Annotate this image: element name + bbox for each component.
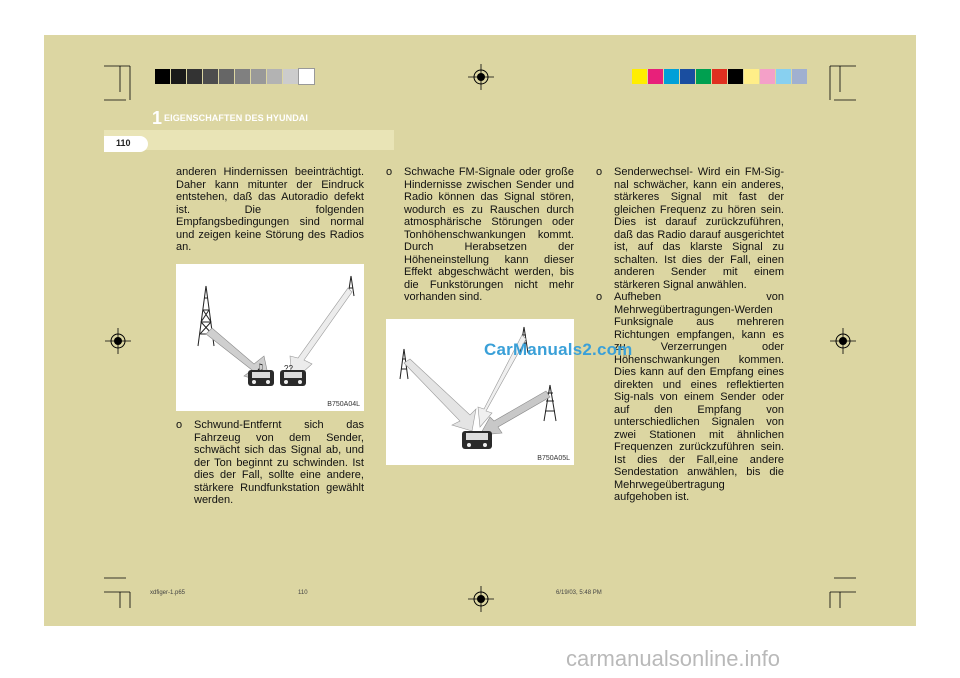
- header-band: [104, 130, 394, 150]
- color-swatch: [251, 69, 266, 84]
- color-swatch: [680, 69, 695, 84]
- color-swatch: [203, 69, 218, 84]
- intro-paragraph: anderen Hindernissen beeinträchtigt. Daher kann mitunter der Eindruck entstehen, daß das Autoradio defekt ist. Die folgenden Empfangsbedingungen sind normal und zeigen keine Störung des Radios an.: [176, 166, 364, 253]
- bullet-mark: o: [176, 419, 183, 431]
- color-swatch: [664, 69, 679, 84]
- color-swatch: [299, 69, 314, 84]
- bullet-text-station-change: Senderwechsel- Wird ein FM-Sig-nal schwächer, kann ein anderes, stärkeres Signal mit fast der gleichen Frequenz zu hören sein. Dies ist darauf zurückzuführen, daß das Radio darauf ausgerichtet ist, auf das klarste Signal zu schalten. Ist dies der Fall, einen anderen Sender mit einem stärkeren Signal anwählen.: [614, 166, 784, 291]
- bullet-text-multipath: Aufheben von Mehrwegübertragungen-Werden Funksignale aus mehreren Richtungen empfangen, kann es zu Verzerrungen oder Höhenschwankungen kommen. Dies kann auf den Empfang eines direkten und eines reflektierten Sig-nals von einem Sender oder auf den Empfang von unterschiedlichen Signalen von zwei Stationen mit ähnlichen Frequenzen zurückzuführen sein. Ist dies der Fall,eine andere Sendestation anwählen, bis die Mehrwegeübertragung aufgehoben ist.: [614, 291, 784, 503]
- color-swatch: [712, 69, 727, 84]
- bullet-text-fading: Schwund-Entfernt sich das Fahrzeug von dem Sender, schwächt sich das Signal ab, und der Ton beginnt zu schwinden. Ist dies der Fall, sollte eine andere, stärkere Rundfunkstation gewählt werden.: [194, 419, 364, 506]
- color-swatch: [267, 69, 282, 84]
- column-2-bullet: [386, 166, 574, 304]
- color-swatch: [171, 69, 186, 84]
- color-swatch: [728, 69, 743, 84]
- color-swatch: [632, 69, 647, 84]
- figure-fading-signal: [176, 264, 364, 411]
- chapter-number: 1: [152, 108, 163, 128]
- music-note-icon: [256, 363, 264, 373]
- figure-code: B750A04L: [327, 401, 360, 408]
- site-watermark: carmanualsonline.info: [566, 646, 781, 671]
- color-swatch: [648, 69, 663, 84]
- car-icon: [462, 431, 492, 449]
- footer-filename: xdfiger-1.p65: [150, 590, 186, 596]
- column-1-intro: [176, 166, 364, 254]
- column-1-bullet: [176, 419, 364, 507]
- bullet-mark: o: [596, 166, 603, 178]
- registration-mark-top: [466, 62, 496, 92]
- color-swatch: [283, 69, 298, 84]
- registration-mark-left: [103, 326, 133, 356]
- tower-icon-right: [544, 385, 556, 421]
- color-swatch: [776, 69, 791, 84]
- color-swatch: [155, 69, 170, 84]
- bullet-mark: o: [386, 166, 393, 178]
- footer-page: 110: [298, 590, 308, 596]
- column-3: [596, 166, 784, 504]
- color-swatch: [792, 69, 807, 84]
- registration-mark-bottom: [466, 584, 496, 614]
- svg-text:♫: ♫: [256, 363, 265, 373]
- signal-beam-right: [290, 288, 352, 382]
- color-swatch: [235, 69, 250, 84]
- watermark-logo: CarManuals2.com: [484, 340, 633, 359]
- page-number: 110: [116, 138, 131, 148]
- bullet-mark: o: [596, 291, 603, 303]
- question-marks: ??: [284, 364, 293, 373]
- color-swatch: [744, 69, 759, 84]
- color-swatch: [696, 69, 711, 84]
- figure-code: B750A05L: [537, 455, 570, 462]
- footer-timestamp: 6/19/03, 5:48 PM: [556, 590, 602, 596]
- signal-beam-left: [404, 359, 476, 431]
- chapter-title: EIGENSCHAFTEN DES HYUNDAI: [164, 113, 309, 123]
- registration-mark-right: [828, 326, 858, 356]
- color-swatch: [760, 69, 775, 84]
- color-swatch: [219, 69, 234, 84]
- color-swatch: [187, 69, 202, 84]
- bullet-text-weak-signal: Schwache FM-Signale oder große Hindernisse zwischen Sender und Radio können das Signal stören, wodurch es zu Rauschen durch atmosphärische Störungen oder Tonhöhenschwankungen kommt. Durch Herabsetzen der Höheneinstellung kann dieser Effekt abgeschwächt werden, bis die Funkstörungen nicht mehr vorhanden sind.: [404, 166, 574, 303]
